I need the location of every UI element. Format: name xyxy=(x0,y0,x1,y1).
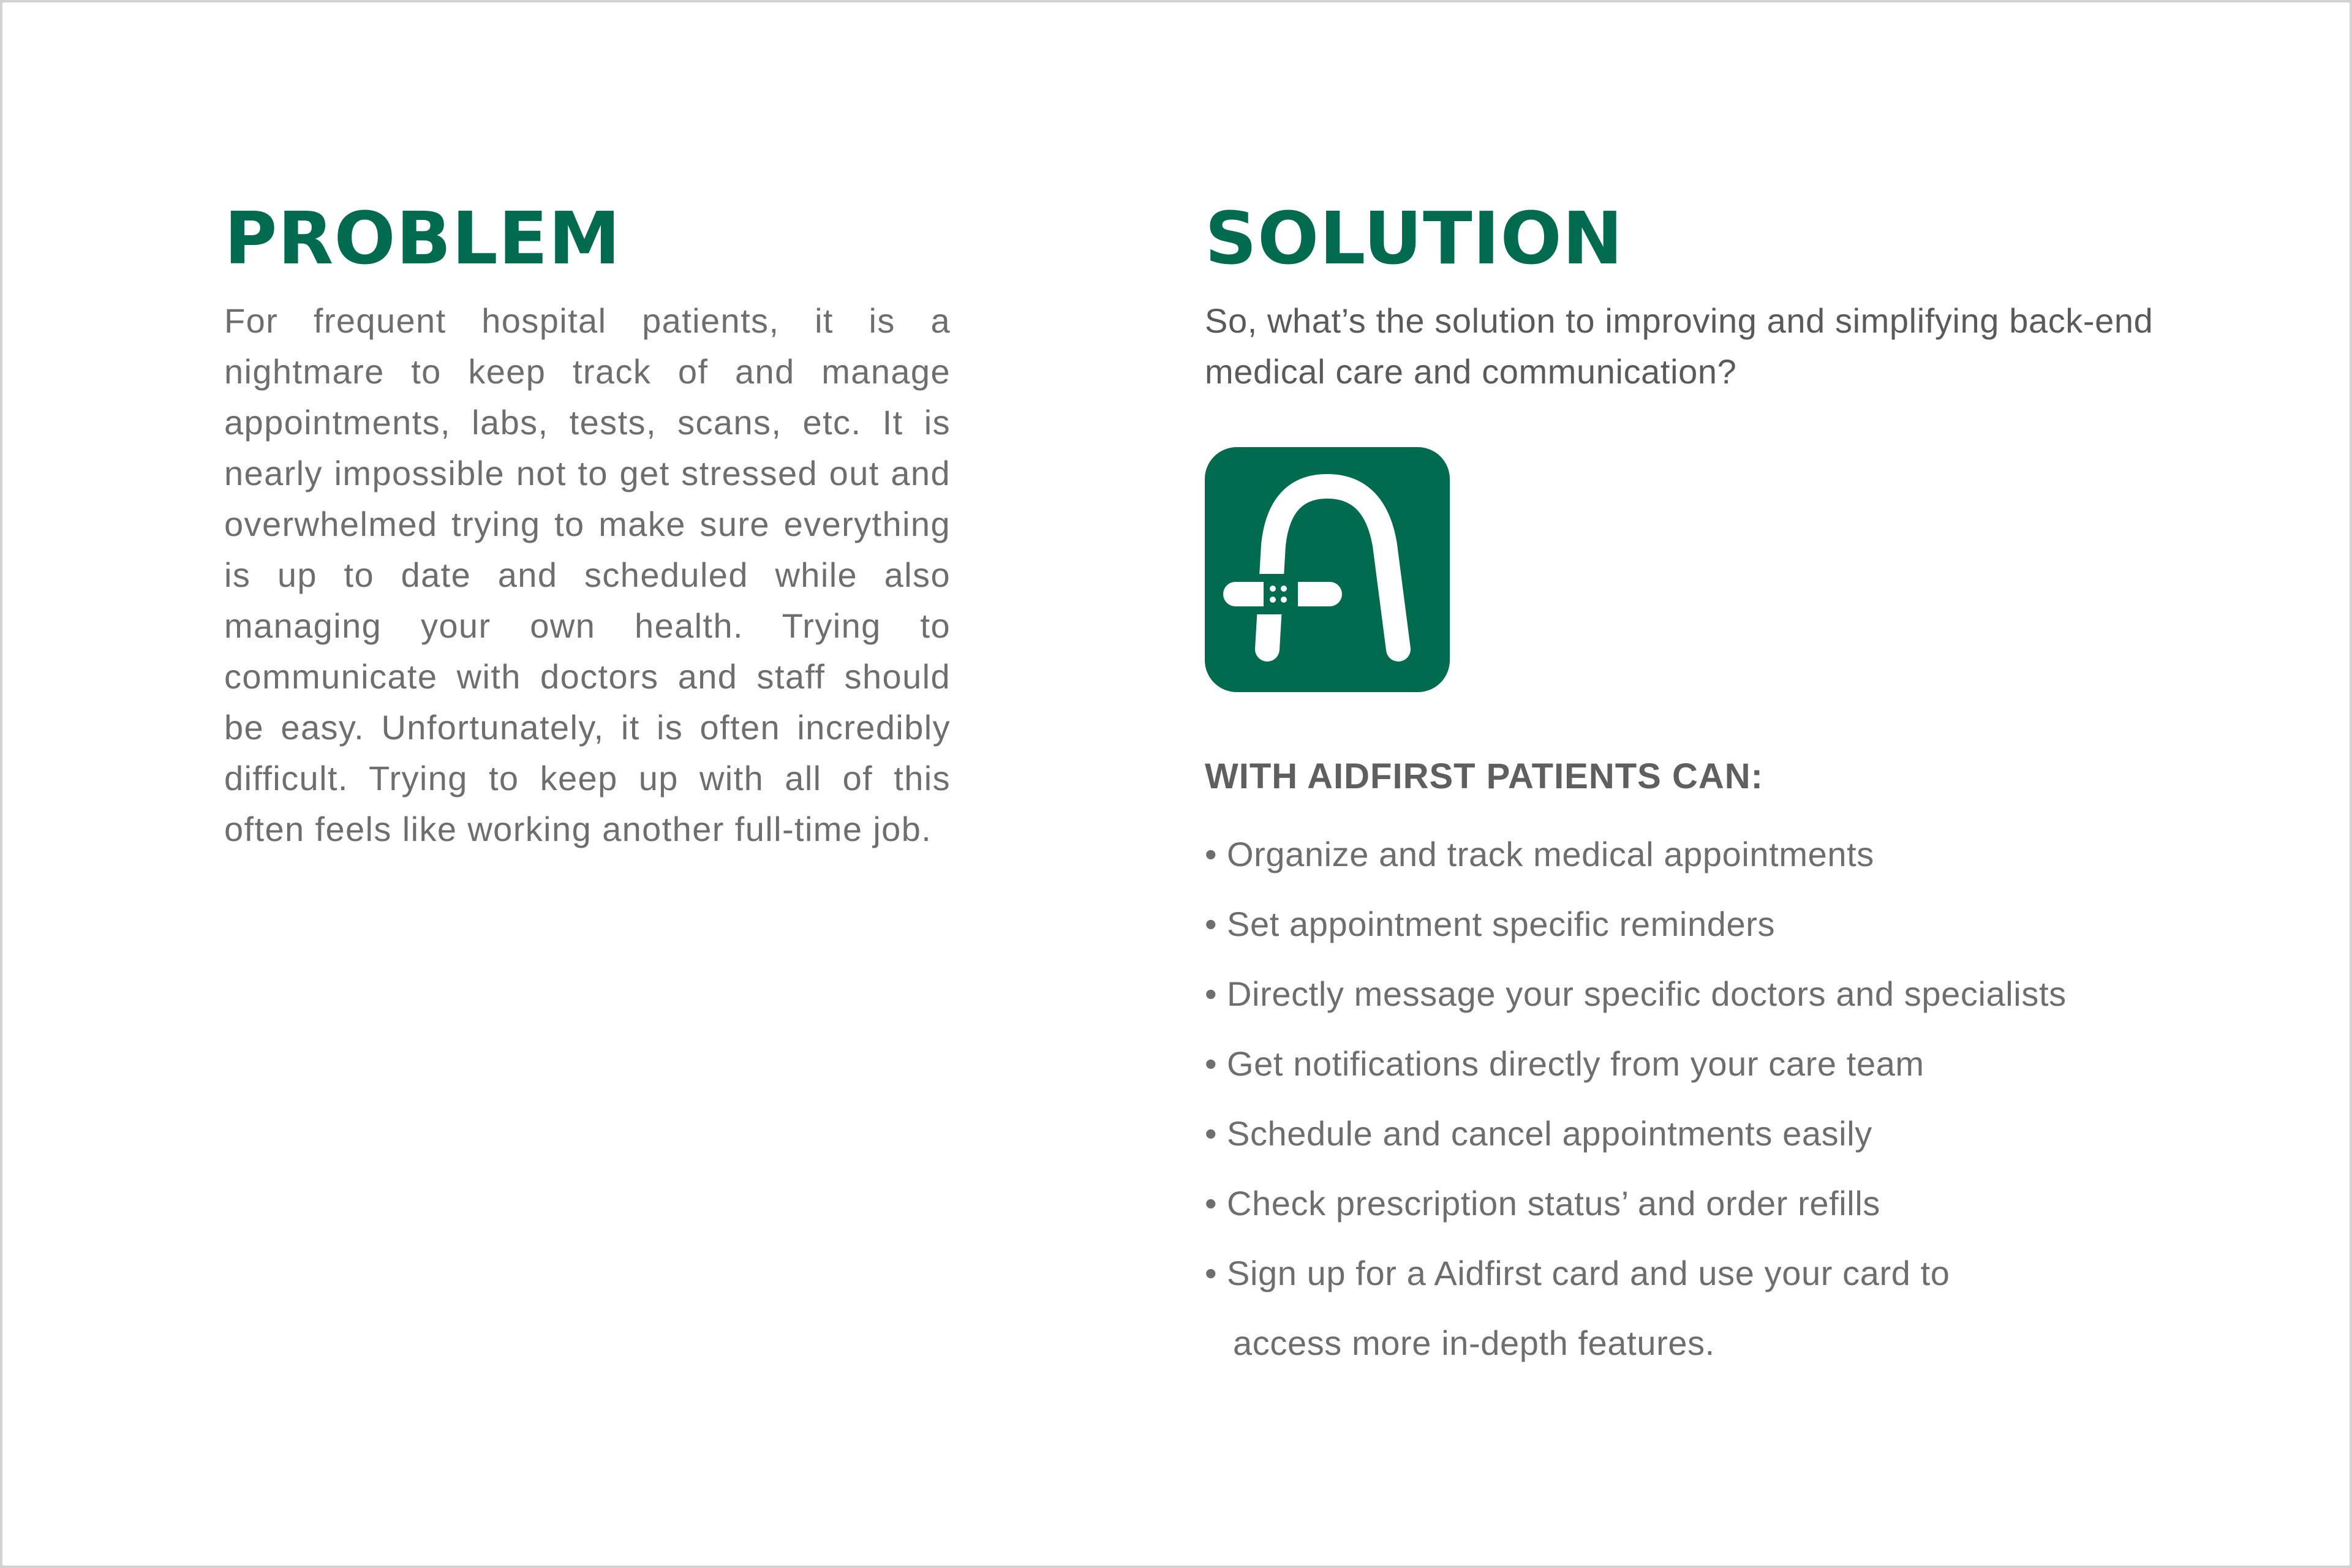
bullet-icon: • xyxy=(1205,1114,1218,1153)
bullet-icon: • xyxy=(1205,835,1218,873)
feature-text: Check prescription status’ and order refills xyxy=(1227,1184,1880,1223)
aidfirst-logo-icon xyxy=(1205,447,1450,692)
list-item xyxy=(1205,1169,2246,1238)
features-heading: WITH AIDFIRST PATIENTS CAN: xyxy=(1205,756,1763,796)
solution-heading: SOLUTION xyxy=(1205,196,1624,281)
feature-text: Organize and track medical appointments xyxy=(1227,835,1874,873)
solution-section xyxy=(1205,186,2246,1378)
feature-text: Schedule and cancel appointments easily xyxy=(1227,1114,1872,1153)
feature-text: Set appointment specific reminders xyxy=(1227,905,1776,943)
feature-text-continuation: access more in-depth features. xyxy=(1233,1324,1715,1362)
list-item xyxy=(1205,1029,2246,1099)
bullet-icon: • xyxy=(1205,1044,1218,1083)
bullet-icon: • xyxy=(1205,905,1218,943)
bullet-icon: • xyxy=(1205,974,1218,1013)
solution-intro: So, what’s the solution to improving and simplifying back-end medical care and communication? xyxy=(1205,301,2154,391)
feature-text: Directly message your specific doctors and specialists xyxy=(1227,974,2067,1013)
features-list xyxy=(1205,820,2246,1378)
feature-text: Get notifications directly from your care team xyxy=(1227,1044,1924,1083)
list-item xyxy=(1205,889,2246,959)
problem-description: For frequent hospital patients, it is a nightmare to keep track of and manage appointments, labs, tests, scans, etc. It is nearly impossible not to get stressed out and overwhelmed trying to make sure everything is up to date and scheduled while also managing your own health. Trying to communicate with doctors and staff should be easy. Unfortunately, it is often incredibly difficult. Trying to keep up with all of this often feels like working another full-time job. xyxy=(224,301,951,848)
bullet-icon: • xyxy=(1205,1184,1218,1223)
list-item xyxy=(1205,1238,2246,1378)
bullet-icon: • xyxy=(1205,1254,1218,1292)
problem-heading: PROBLEM xyxy=(224,196,621,281)
list-item xyxy=(1205,1099,2246,1169)
feature-text: Sign up for a Aidfirst card and use your card to xyxy=(1227,1254,1950,1292)
problem-section xyxy=(224,186,951,854)
list-item xyxy=(1205,959,2246,1029)
list-item xyxy=(1205,820,2246,889)
